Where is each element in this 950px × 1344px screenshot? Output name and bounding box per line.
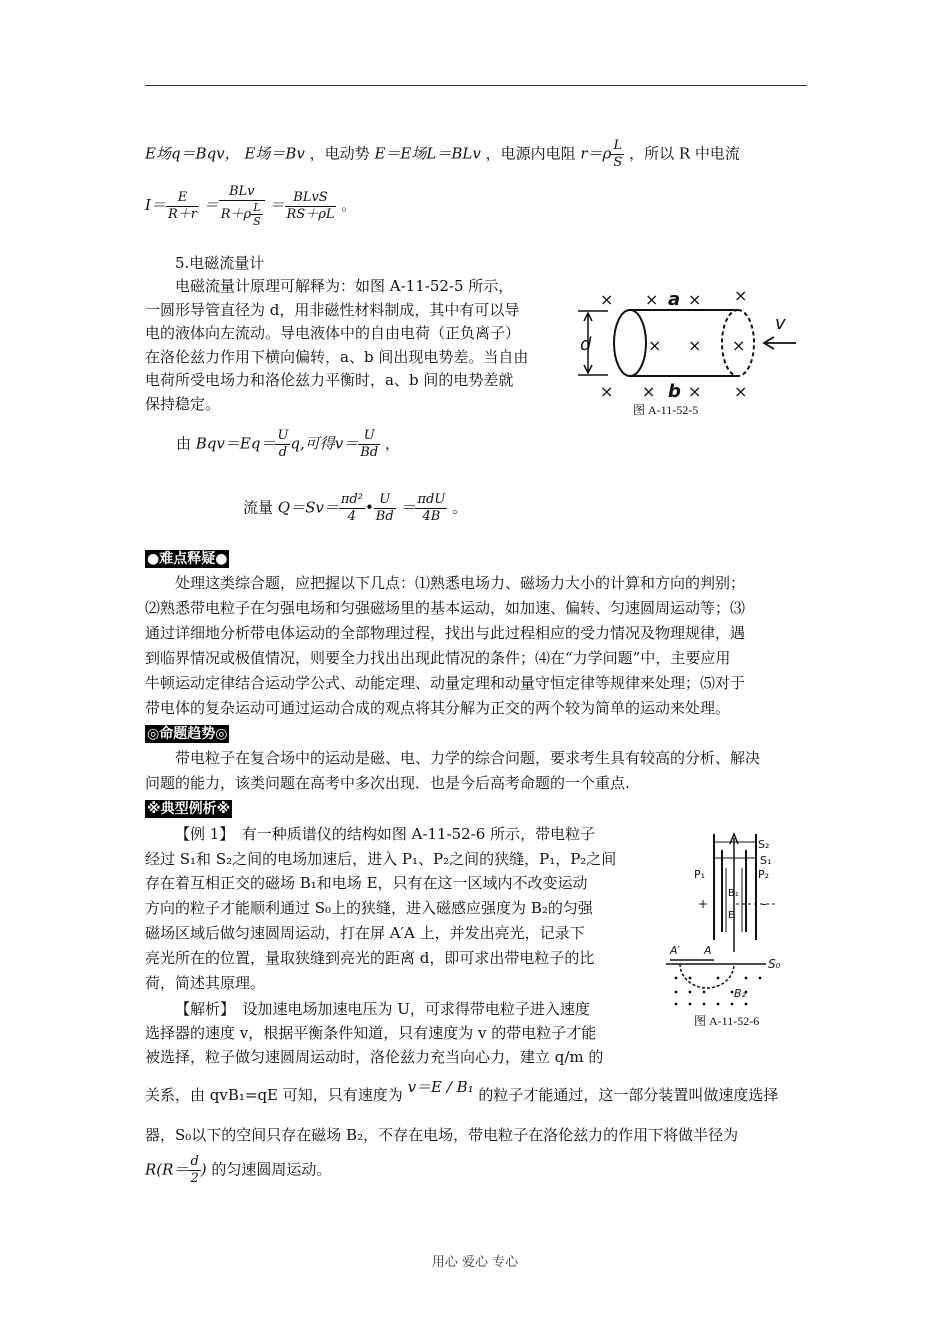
outer-plates	[714, 834, 756, 940]
difficulty-tag: ●难点释疑●	[147, 551, 228, 567]
text-line: 处理这类综合题，应把握以下几点：⑴熟悉电场力、磁场力大小的计算和方向的判别；	[175, 574, 746, 592]
label-Aprime: A′	[670, 944, 681, 957]
fraction	[188, 1154, 200, 1187]
label-plus: +	[698, 897, 709, 911]
formula-text: E场＝Bv	[244, 144, 305, 163]
fraction-numerator: πd²	[340, 492, 363, 507]
label-B2: B₂	[734, 987, 746, 1000]
fraction-denominator: S	[613, 155, 623, 170]
pipe-front-ellipse	[614, 310, 646, 376]
formula-text: Q＝Sv＝	[277, 498, 339, 517]
text-line: ⑵熟悉带电粒子在匀强电场和匀强磁场里的基本运动，如加速、偏转、匀速圆周运动等；⑶	[145, 599, 746, 617]
cross-mark: ×	[645, 290, 659, 309]
text-span: 的匀速圆周运动。	[211, 1160, 332, 1179]
text-line: 带电粒子在复合场中的运动是磁、电、力学的综合问题，要求考生具有较高的分析、解决	[175, 749, 761, 767]
fraction	[611, 138, 624, 171]
figure-caption: 图 A-11-52-5	[633, 403, 699, 417]
formula-text: )	[200, 1160, 207, 1179]
formula-text: E场q＝Bqv，	[145, 144, 240, 163]
label-a: a	[668, 289, 681, 310]
fraction-denominator: 4	[347, 509, 357, 524]
label-A: A	[704, 944, 712, 957]
fraction	[339, 492, 365, 525]
circular-path	[680, 964, 734, 988]
text-line: 经过 S₁和 S₂之间的电场加速后，进入 P₁、P₂之间的狭缝，P₁，P₂之间	[145, 850, 617, 868]
label-P2: P₂	[758, 868, 770, 881]
nested-fraction	[251, 201, 263, 228]
formula-text: 流量	[243, 498, 274, 517]
formula-text: q,可得	[290, 434, 335, 453]
formula-text: 。	[341, 196, 357, 214]
formula-text: ，所以 R 中电流	[629, 144, 740, 163]
section-title: 5.电磁流量计	[175, 254, 265, 272]
mass-spectrometer-figure	[666, 832, 796, 1014]
fraction-numerator: U	[374, 492, 396, 509]
trend-tag: ◎命题趋势◎	[147, 726, 228, 742]
fraction-numerator: L	[611, 138, 624, 155]
formula-text: I＝	[145, 196, 166, 214]
fraction	[374, 492, 396, 525]
text-line: 选择器的速度 v，根据平衡条件知道，只有速度为 v 的带电粒子才能	[145, 1024, 597, 1042]
formula-text: r＝ρ	[580, 144, 612, 163]
text-line: 保持稳定。	[145, 394, 221, 413]
formula-text: ，电源内电阻	[485, 144, 576, 163]
formula-text: R＋ρ	[220, 207, 252, 222]
text-line: 牛顿运动定律结合运动学公式、动能定理、动量定理和动量守恒定律等规律来处理；⑸对于	[145, 674, 746, 692]
page-footer: 用心 爱心 专心	[431, 1255, 519, 1270]
text-line: 电荷所受电场力和洛伦兹力平衡时，a、b 间的电势差就	[145, 371, 514, 389]
fraction-numerator: U	[277, 428, 289, 443]
cross-mark: ×	[734, 286, 748, 305]
fraction-denominator: d	[278, 445, 288, 460]
cross-mark: ×	[600, 290, 614, 309]
fraction	[415, 492, 447, 525]
formula-text: R(R＝	[145, 1160, 189, 1179]
formula-text: v＝	[334, 434, 359, 453]
text-line: 被选择，粒子做匀速圆周运动时，洛伦兹力充当向心力，建立 q/m 的	[145, 1048, 604, 1066]
formula-text: v＝E / B₁	[407, 1078, 474, 1096]
text-line: 通过详细地分析带电体运动的全部物理过程，找出与此过程相应的受力情况及物理规律，遇	[145, 624, 746, 642]
formula-text: 由	[176, 434, 192, 453]
text-line: 电磁流量计原理可解释为：如图 A-11-52-5 所示，	[175, 277, 514, 295]
field-dots	[675, 977, 762, 1006]
fraction-numerator: BLv	[219, 184, 265, 201]
text-line: 电的液体向左流动。导电液体中的自由电荷（正负离子）	[145, 324, 521, 342]
text-span: 的粒子才能通过，这一部分装置叫做速度选择	[478, 1086, 779, 1104]
text-line: 带电体的复杂运动可通过运动合成的观点将其分解为正交的两个较为简单的运动来处理。	[145, 699, 731, 717]
formula-text: E＝E场L＝BLv	[374, 144, 481, 163]
formula-text: Bqv＝Eq＝	[195, 434, 276, 453]
fraction-denominator: R＋r	[167, 206, 197, 222]
fraction-denominator: RS＋ρL	[286, 206, 335, 222]
cross-mark: ×	[688, 382, 702, 401]
text-line: 一圆形导管直径为 d，用非磁性材料制成，其中有可以导	[145, 300, 520, 319]
fraction-denominator: 4B	[422, 509, 441, 524]
example-line-11	[145, 1078, 779, 1106]
text-line: 在洛伦兹力作用下横向偏转，a、b 间出现电势差。当自由	[145, 347, 529, 366]
cross-mark: ×	[600, 382, 614, 401]
cross-mark: ×	[642, 382, 656, 401]
example-line-12: 器，S₀以下的空间只存在磁场 B₂，不存在电场，带电粒子在洛伦兹力的作用下将做半径为	[145, 1126, 739, 1144]
example-tag: ※典型例析※	[147, 801, 231, 817]
formula-text: •	[364, 498, 374, 517]
label-S2: S₂	[758, 838, 770, 851]
cross-mark: ×	[732, 336, 746, 355]
fraction-denominator: 2	[190, 1171, 199, 1186]
label-minus: -	[762, 897, 767, 911]
formula-text: 。	[452, 498, 468, 517]
label-B1: B₁	[728, 888, 739, 899]
fraction-denominator: Bd	[375, 509, 394, 524]
fraction-numerator: U	[358, 428, 380, 445]
fraction	[166, 190, 199, 223]
cross-mark: ×	[688, 336, 702, 355]
fraction-denominator: S	[253, 215, 261, 228]
flowmeter-figure	[570, 285, 810, 405]
fraction	[358, 428, 380, 461]
fraction-denominator: Bd	[360, 445, 379, 460]
label-d: d	[580, 334, 592, 355]
equation-1	[176, 428, 400, 461]
flow-arrow	[764, 337, 796, 349]
text-line: 问题的能力，该类问题在高考中多次出现．也是今后高考命题的一个重点.	[145, 774, 630, 792]
text-span: 关系，由 qvB₁=qE 可知，只有速度为	[145, 1086, 403, 1104]
figure-caption: 图 A-11-52-6	[694, 1014, 760, 1028]
equation-2: 流量 Q＝Sv＝ $\frac{\text{πd²}}{4}$ • $\frac{U}{Bd}$ ＝ $\frac{\text{πdU}}{4B}$ 。	[243, 492, 468, 524]
example-line-13	[145, 1154, 331, 1187]
fraction-numerator: BLvS	[285, 190, 337, 207]
text-line: 【例 1】 有一种质谱仪的结构如图 A-11-52-6 所示，带电粒子	[175, 825, 596, 843]
text-line: 到临界情况或极值情况，则要全力找出出现此情况的条件；⑷在“力学问题”中，主要应用	[145, 649, 731, 667]
label-b: b	[668, 381, 681, 402]
text-line: 【解析】 设加速电场加速电压为 U，可求得带电粒子进入速度	[175, 1000, 590, 1018]
formula-text: ，	[384, 434, 400, 453]
text-line: 亮光所在的位置，量取狭缝到亮光的距离 d，即可求出带电粒子的比	[145, 949, 595, 967]
text-line: 存在着互相正交的磁场 B₁和电场 E，只有在这一区域内不改变运动	[145, 874, 588, 892]
header-rule	[145, 85, 807, 86]
fraction-denominator	[219, 201, 265, 228]
text-line: 磁场区域后做匀速圆周运动，打在屏 A′A 上，并发出亮光，记录下	[145, 924, 585, 942]
acceleration-plates	[714, 842, 756, 858]
text-line: 方向的粒子才能顺利通过 S₀上的狭缝，进入磁感应强度为 B₂的匀强	[145, 899, 593, 917]
label-S1: S₁	[760, 854, 772, 867]
fraction	[219, 184, 265, 228]
label-P1: P₁	[694, 868, 706, 881]
cross-mark: ×	[648, 336, 662, 355]
cross-mark: ×	[734, 382, 748, 401]
label-E: E	[728, 910, 735, 921]
label-S0: S₀	[768, 957, 781, 971]
label-v: v	[775, 313, 786, 334]
fraction-numerator: E	[166, 190, 199, 207]
cross-mark: ×	[688, 290, 702, 309]
formula-line-1	[145, 138, 740, 171]
fraction-numerator: πdU	[417, 492, 446, 507]
text-line: 荷，简述其原理。	[145, 974, 266, 992]
fraction-numerator: L	[251, 201, 263, 215]
formula-line-2: I＝ $\frac{E}{R+r}$ ＝ BLv R＋ρ $\frac{L}{S}$ ＝ $\frac{\text{BLvS}}{RS+\rho L}$ 。	[145, 184, 357, 228]
fraction	[285, 190, 337, 223]
fraction-numerator: d	[190, 1154, 199, 1169]
fraction	[275, 428, 290, 461]
formula-text: ，电动势	[309, 144, 370, 163]
